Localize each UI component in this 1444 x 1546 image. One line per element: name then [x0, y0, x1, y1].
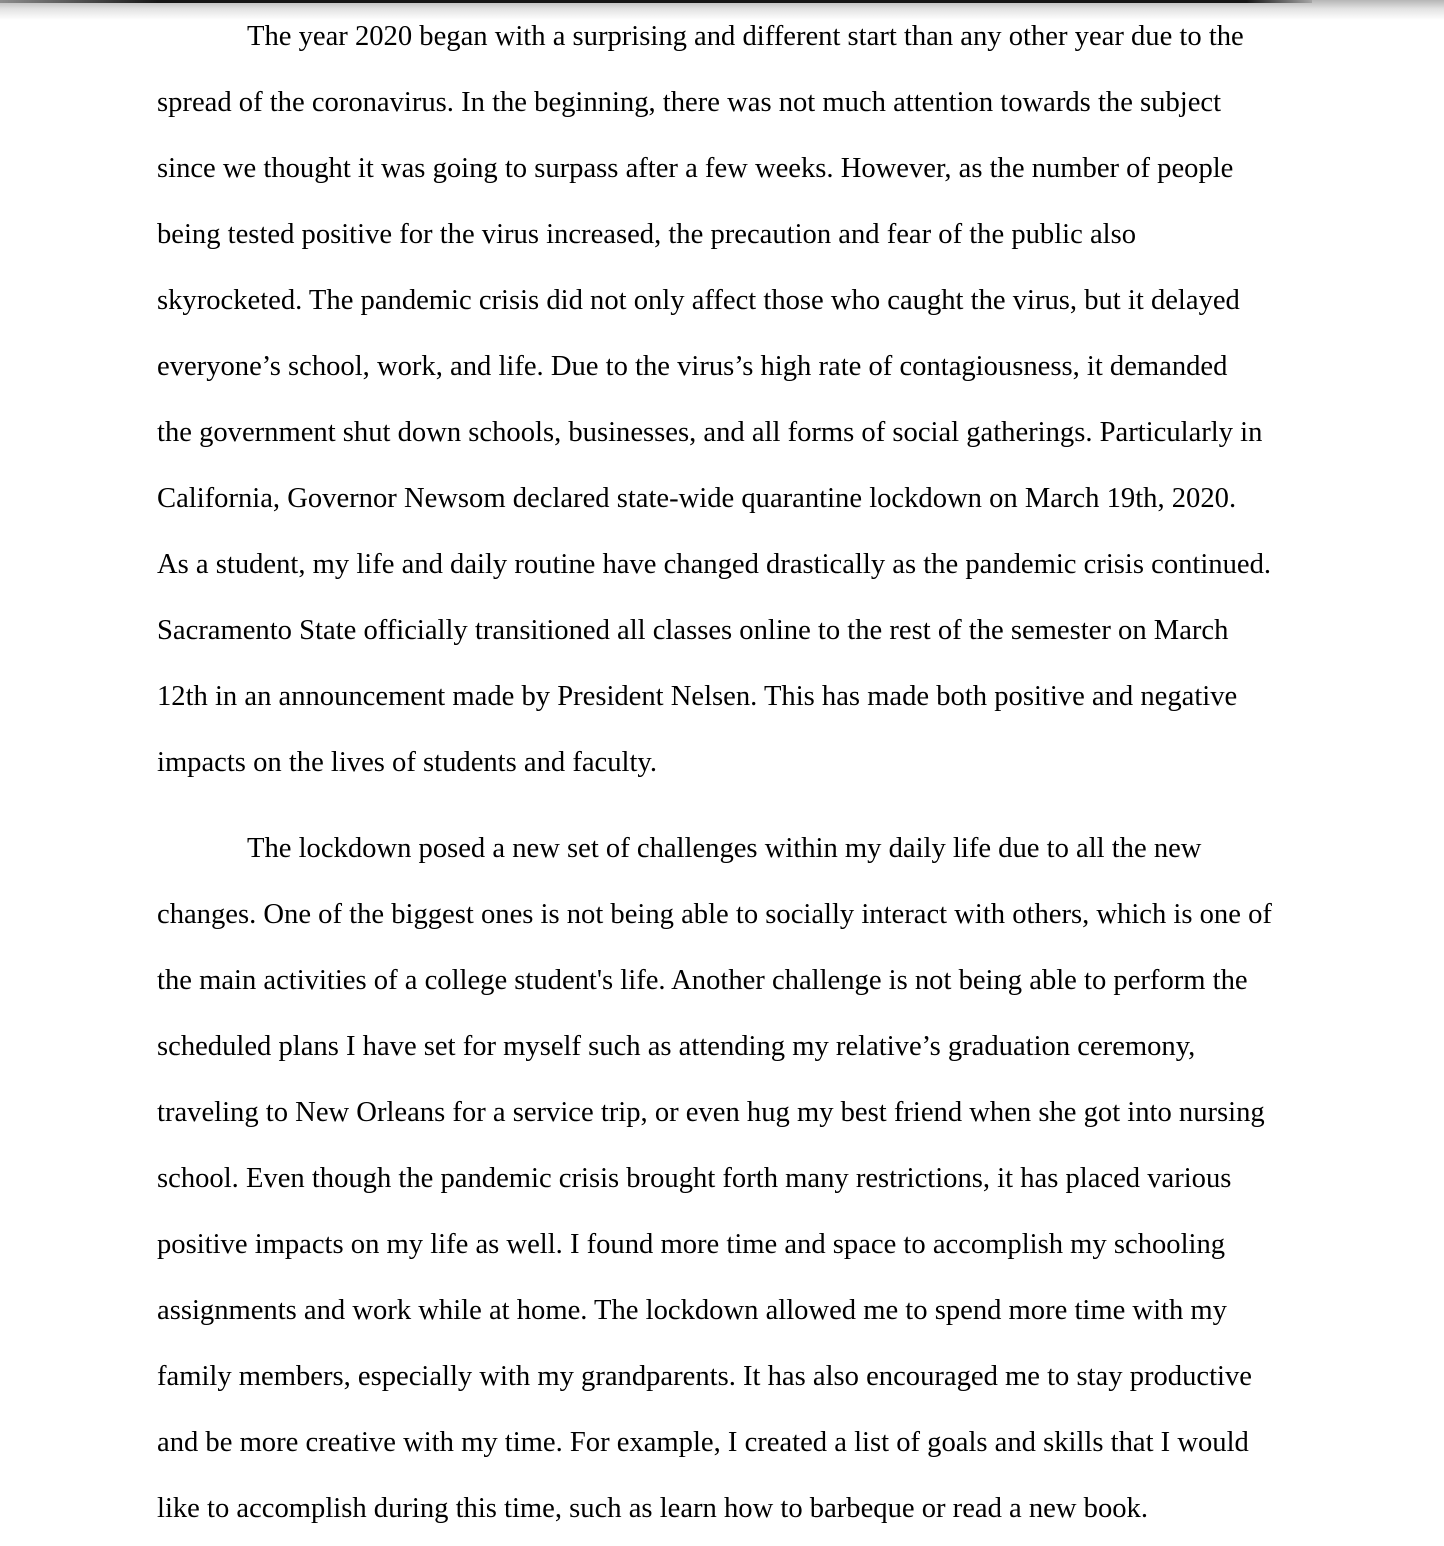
window-top-edge	[0, 0, 1312, 3]
text-line: everyone’s school, work, and life. Due to the virus’s high rate of contagiousness, it demanded	[157, 351, 1228, 382]
text-line: like to accomplish during this time, such as learn how to barbeque or read a new book.	[157, 1493, 1148, 1524]
text-line: 12th in an announcement made by President Nelsen. This has made both positive and negative	[157, 681, 1238, 712]
text-line: and be more creative with my time. For example, I created a list of goals and skills that I would	[157, 1427, 1249, 1458]
text-line: traveling to New Orleans for a service trip, or even hug my best friend when she got into nursing	[157, 1097, 1265, 1128]
text-line: skyrocketed. The pandemic crisis did not only affect those who caught the virus, but it delayed	[157, 285, 1240, 316]
text-line: changes. One of the biggest ones is not being able to socially interact with others, which is one of	[157, 899, 1272, 930]
text-line: since we thought it was going to surpass after a few weeks. However, as the number of people	[157, 153, 1234, 184]
text-line: California, Governor Newsom declared state-wide quarantine lockdown on March 19th, 2020.	[157, 483, 1237, 514]
text-line: school. Even though the pandemic crisis brought forth many restrictions, it has placed various	[157, 1163, 1232, 1194]
text-line: being tested positive for the virus increased, the precaution and fear of the public also	[157, 219, 1137, 250]
text-line: the main activities of a college student's life. Another challenge is not being able to perform the	[157, 965, 1248, 996]
paragraph	[157, 816, 1272, 1542]
text-line: Sacramento State officially transitioned all classes online to the rest of the semester on March	[157, 615, 1229, 646]
text-line: positive impacts on my life as well. I found more time and space to accomplish my schooling	[157, 1229, 1226, 1260]
text-line: The year 2020 began with a surprising and different start than any other year due to the	[247, 21, 1244, 52]
document-text	[157, 4, 1272, 1542]
text-line: family members, especially with my grandparents. It has also encouraged me to stay productive	[157, 1361, 1252, 1392]
text-line: impacts on the lives of students and faculty.	[157, 747, 658, 778]
text-line: assignments and work while at home. The lockdown allowed me to spend more time with my	[157, 1295, 1227, 1326]
text-line: The lockdown posed a new set of challenges within my daily life due to all the new	[247, 833, 1202, 864]
text-line: scheduled plans I have set for myself such as attending my relative’s graduation ceremony,	[157, 1031, 1196, 1062]
paragraph	[157, 4, 1272, 796]
text-line: spread of the coronavirus. In the beginning, there was not much attention towards the subject	[157, 87, 1222, 118]
text-line: the government shut down schools, businesses, and all forms of social gatherings. Particularly in	[157, 417, 1263, 448]
text-line: As a student, my life and daily routine have changed drastically as the pandemic crisis continued.	[157, 549, 1272, 580]
